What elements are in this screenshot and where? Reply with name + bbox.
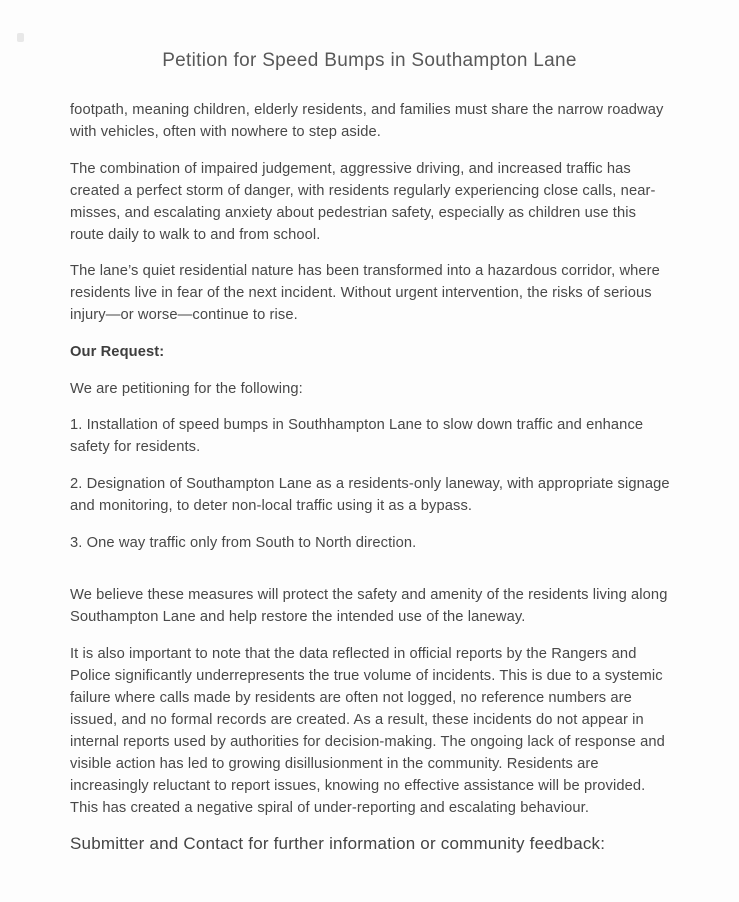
paragraph-hazardous-corridor: The lane’s quiet residential nature has been transformed into a hazardous corridor, where residents live in fear of the next incident. Without urgent intervention, the risks of serious injury—or worse—continue to rise. [70, 263, 660, 324]
document-body [0, 99, 739, 902]
petition-intro-line: We are petitioning for the following: [70, 380, 303, 397]
heading-submitter-contact: Submitter and Contact for further information or community feedback: [70, 834, 606, 854]
request-item-one-way: 3. One way traffic only from South to North direction. [70, 534, 417, 551]
paragraph-footpath: footpath, meaning children, elderly residents, and families must share the narrow roadway with vehicles, often with nowhere to step aside. [70, 102, 664, 140]
scan-smudge-artifact [17, 33, 24, 42]
heading-our-request: Our Request: [70, 344, 165, 361]
paragraph-traffic-danger: The combination of impaired judgement, aggressive driving, and increased traffic has created a perfect storm of danger, with residents regularly experiencing close calls, near-misses, and escalating anxiety about pedestrian safety, especially as children use this route daily to walk to and from school. [70, 160, 656, 243]
request-item-speed-bumps: 1. Installation of speed bumps in Southhampton Lane to slow down traffic and enhance safety for residents. [70, 417, 644, 456]
request-item-residents-only: 2. Designation of Southampton Lane as a residents-only laneway, with appropriate signage and monitoring, to deter non-local traffic using it as a bypass. [70, 476, 670, 515]
paragraph-we-believe: We believe these measures will protect the safety and amenity of the residents living along Southampton Lane and help restore the intended use of the laneway. [70, 586, 668, 625]
paragraph-underreporting-note: It is also important to note that the data reflected in official reports by the Rangers and Police significantly underrepresents the true volume of incidents. This is due to a systemic failure where calls made by residents are often not logged, no reference numbers are issued, and no formal records are created. As a result, these incidents do not appear in internal reports used by authorities for decision-making. The ongoing lack of response and visible action has led to growing disillusionment in the community. Residents are increasingly reluctant to report issues, knowing no effective assistance will be provided. This has created a negative spiral of under-reporting and escalating behaviour. [70, 645, 665, 816]
document-title: Petition for Speed Bumps in Southampton Lane [162, 50, 577, 71]
